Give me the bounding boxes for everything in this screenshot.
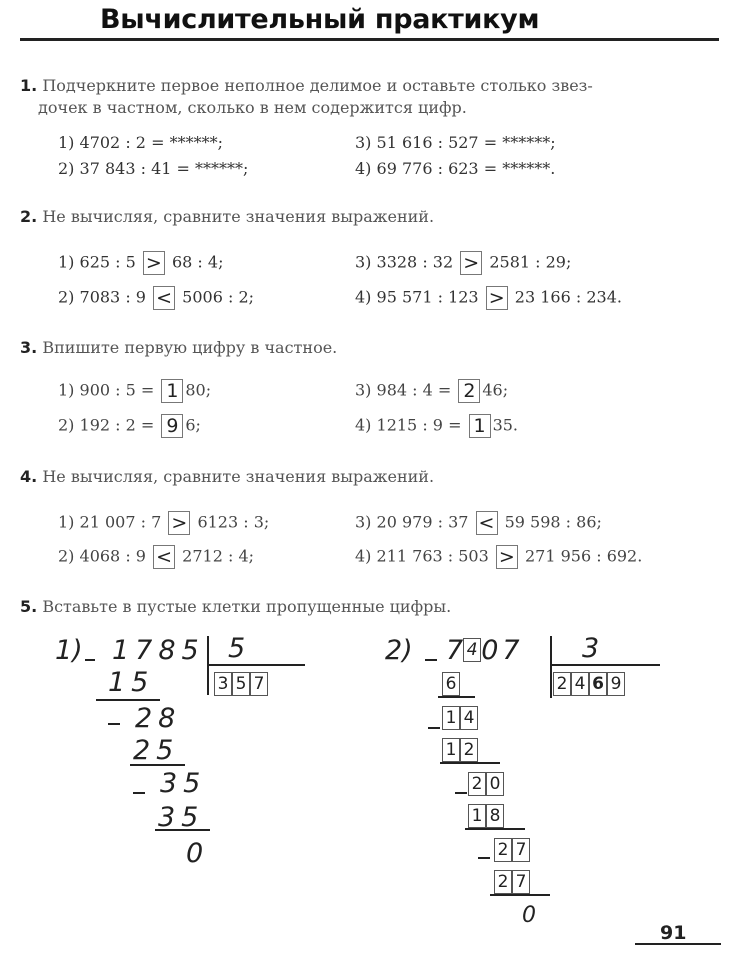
quotient-digit[interactable]: 3 — [214, 672, 232, 696]
div1-divisor: 5 — [228, 633, 246, 664]
task-5-text: Вставьте в пустые клетки пропущенные цифры. — [42, 597, 452, 616]
task-2-text: Не вычисляя, сравните значения выражений. — [42, 207, 435, 226]
item-label: 3) — [355, 380, 372, 400]
item-label: 1) — [58, 252, 75, 272]
item-left: 4068 : 9 — [79, 546, 146, 566]
quotient-digit[interactable]: 9 — [607, 672, 625, 696]
page-title: Вычислительный практикум — [100, 4, 540, 35]
comparison-box[interactable]: < — [153, 286, 175, 310]
task-3-number: 3. — [20, 338, 38, 357]
item-stars: ******. — [502, 159, 556, 178]
page-number-rule — [635, 943, 721, 945]
quotient-digit[interactable]: 6 — [589, 672, 607, 696]
item-label: 1) — [58, 380, 75, 400]
item-left: 900 : 5 = — [79, 380, 160, 400]
comparison-box[interactable]: < — [476, 511, 498, 535]
task-3-text: Впишите первую цифру в частное. — [42, 338, 338, 357]
step-digit[interactable]: 1 — [442, 738, 460, 762]
item-stars: ******; — [502, 133, 556, 152]
item-left: 21 007 : 7 — [79, 512, 162, 532]
div1-step-4: 35 — [160, 768, 207, 799]
quotient-digit[interactable]: 2 — [553, 672, 571, 696]
step-digit[interactable]: 4 — [460, 706, 478, 730]
comparison-box[interactable]: > — [496, 545, 518, 569]
step-digit[interactable]: 2 — [468, 772, 486, 796]
item-right: 6123 : 3; — [197, 512, 270, 532]
item-right: 68 : 4; — [171, 252, 224, 272]
item-label: 2) — [58, 287, 75, 307]
item-label: 1) — [58, 512, 75, 532]
item-label: 4) — [355, 546, 372, 566]
page-number: 91 — [660, 922, 687, 944]
quotient-digit[interactable]: 7 — [250, 672, 268, 696]
digit-box[interactable]: 1 — [469, 414, 491, 438]
task-2-number: 2. — [20, 207, 38, 226]
task-1-text-line1: Подчеркните первое неполное делимое и оставьте столько звез- — [42, 76, 593, 95]
div2-label: 2) — [385, 635, 413, 666]
item-label: 2) — [58, 159, 75, 178]
item-label: 2) — [58, 415, 75, 435]
task-4-text: Не вычисляя, сравните значения выражений. — [42, 467, 435, 486]
div1-step-1: 15 — [108, 667, 155, 698]
item-expression: 51 616 : 527 = — [376, 133, 503, 152]
div2-dividend — [446, 635, 524, 666]
item-label: 3) — [355, 252, 372, 272]
item-right: 2581 : 29; — [489, 252, 572, 272]
step-digit[interactable]: 6 — [442, 672, 460, 696]
step-digit[interactable]: 7 — [512, 870, 530, 894]
quotient-digit[interactable]: 4 — [571, 672, 589, 696]
task-5-number: 5. — [20, 597, 38, 616]
div2-step-7 — [494, 870, 530, 894]
item-left: 625 : 5 — [79, 252, 136, 272]
digit-box[interactable]: 2 — [458, 379, 480, 403]
step-digit[interactable]: 1 — [468, 804, 486, 828]
item-right: 5006 : 2; — [182, 287, 255, 307]
div2-dividend-rest: 07 — [481, 635, 524, 666]
step-digit[interactable]: 1 — [442, 706, 460, 730]
item-label: 2) — [58, 546, 75, 566]
div1-step-2: 28 — [135, 703, 182, 734]
step-digit[interactable]: 0 — [486, 772, 504, 796]
item-expression: 4702 : 2 = — [79, 133, 170, 152]
digit-box[interactable]: 9 — [161, 414, 183, 438]
comparison-box[interactable]: > — [143, 251, 165, 275]
div2-divisor: 3 — [582, 633, 600, 664]
item-label: 3) — [355, 133, 372, 152]
item-expression: 37 843 : 41 = — [79, 159, 195, 178]
item-right: 46; — [482, 380, 509, 400]
item-left: 211 763 : 503 — [376, 546, 489, 566]
div2-remainder: 0 — [522, 903, 536, 928]
item-left: 1215 : 9 = — [376, 415, 467, 435]
item-label: 3) — [355, 512, 372, 532]
item-stars: ******; — [169, 133, 223, 152]
item-left: 7083 : 9 — [79, 287, 146, 307]
item-right: 271 956 : 692. — [524, 546, 643, 566]
task-1-number: 1. — [20, 76, 38, 95]
item-left: 20 979 : 37 — [376, 512, 469, 532]
div2-dividend-first: 7 — [446, 635, 464, 666]
digit-box[interactable]: 1 — [161, 379, 183, 403]
quotient-digit[interactable]: 5 — [232, 672, 250, 696]
div2-dividend-box[interactable]: 4 — [463, 638, 481, 662]
item-right: 35. — [492, 415, 519, 435]
item-right: 59 598 : 86; — [504, 512, 602, 532]
div2-step-6 — [494, 838, 530, 862]
step-digit[interactable]: 2 — [494, 838, 512, 862]
step-digit[interactable]: 7 — [512, 838, 530, 862]
div1-quotient — [214, 672, 268, 696]
step-digit[interactable]: 2 — [460, 738, 478, 762]
task-4-number: 4. — [20, 467, 38, 486]
item-right: 6; — [185, 415, 201, 435]
item-label: 4) — [355, 159, 372, 178]
item-label: 4) — [355, 415, 372, 435]
item-left: 95 571 : 123 — [376, 287, 479, 307]
item-stars: ******; — [195, 159, 249, 178]
comparison-box[interactable]: > — [168, 511, 190, 535]
comparison-box[interactable]: > — [486, 286, 508, 310]
div2-quotient — [553, 672, 625, 696]
div1-label: 1) — [55, 635, 83, 666]
item-right: 80; — [185, 380, 212, 400]
div2-step-2 — [442, 706, 478, 730]
div1-remainder: 0 — [186, 838, 204, 869]
step-digit[interactable]: 8 — [486, 804, 504, 828]
task-1-text-line2: дочек в частном, сколько в нем содержится цифр. — [38, 98, 467, 117]
step-digit[interactable]: 2 — [494, 870, 512, 894]
div2-step-4 — [468, 772, 504, 796]
comparison-box[interactable]: > — [460, 251, 482, 275]
item-left: 3328 : 32 — [376, 252, 454, 272]
div2-step-3 — [442, 738, 478, 762]
item-expression: 69 776 : 623 = — [376, 159, 503, 178]
div1-dividend: 1785 — [112, 635, 205, 666]
item-label: 1) — [58, 133, 75, 152]
item-left: 984 : 4 = — [376, 380, 457, 400]
div2-step-1 — [442, 672, 460, 696]
item-right: 23 166 : 234. — [514, 287, 622, 307]
div1-step-3: 25 — [133, 735, 180, 766]
comparison-box[interactable]: < — [153, 545, 175, 569]
div1-step-5: 35 — [158, 802, 205, 833]
item-label: 4) — [355, 287, 372, 307]
item-left: 192 : 2 = — [79, 415, 160, 435]
item-right: 2712 : 4; — [182, 546, 255, 566]
div2-step-5 — [468, 804, 504, 828]
